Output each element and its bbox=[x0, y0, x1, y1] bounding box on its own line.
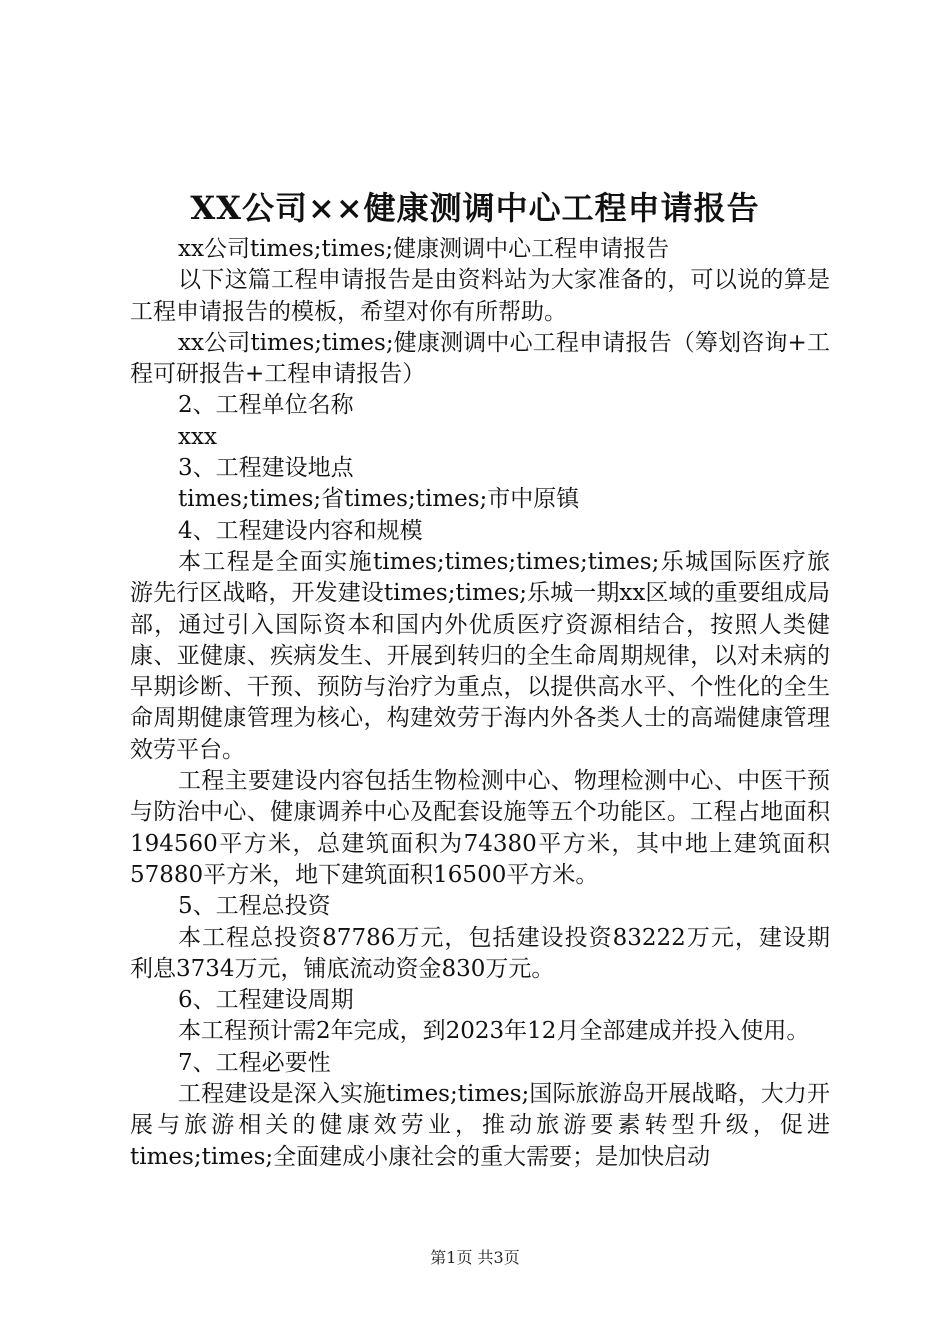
paragraph-investment: 本工程总投资87786万元，包括建设投资83222万元，建设期利息3734万元，铺底流动资金830万元。 bbox=[130, 924, 830, 982]
paragraph-main-content: 工程主要建设内容包括生物检测中心、物理检测中心、中医干预与防治中心、健康调养中心及配套设施等五个功能区。工程占地面积194560平方米，总建筑面积为74380平方米，其中地上建筑面积57880平方米，地下建筑面积16500平方米。 bbox=[130, 768, 830, 888]
paragraph-report-scope: xx公司times;times;健康测调中心工程申请报告（筹划咨询+工程可研报告+工程申请报告） bbox=[130, 329, 830, 388]
paragraph-intro: 以下这篇工程申请报告是由资料站为大家准备的，可以说的算是工程申请报告的模板，希望对你有所帮助。 bbox=[130, 267, 830, 325]
heading-location: 3、工程建设地点 bbox=[178, 455, 354, 482]
heading-content-scale: 4、工程建设内容和规模 bbox=[178, 517, 423, 544]
heading-investment: 5、工程总投资 bbox=[178, 893, 331, 920]
paragraph-period: 本工程预计需2年完成，到2023年12月全部建成并投入使用。 bbox=[178, 1018, 810, 1045]
page-footer: 第1页 共3页 bbox=[430, 1248, 520, 1267]
heading-period: 6、工程建设周期 bbox=[178, 987, 354, 1014]
paragraph-necessity: 工程建设是深入实施times;times;国际旅游岛开展战略，大力开展与旅游相关的健康效劳业，推动旅游要素转型升级，促进times;times;全面建成小康社会的重大需要；是加快启动 bbox=[130, 1081, 830, 1170]
paragraph-unit-name: xxx bbox=[178, 423, 217, 450]
document-body bbox=[130, 234, 830, 1173]
document-title: XX公司××健康测调中心工程申请报告 bbox=[190, 189, 760, 227]
paragraph-subtitle: xx公司times;times;健康测调中心工程申请报告 bbox=[178, 236, 670, 262]
heading-necessity: 7、工程必要性 bbox=[178, 1049, 331, 1076]
heading-unit-name: 2、工程单位名称 bbox=[178, 392, 354, 419]
paragraph-content-scale: 本工程是全面实施times;times;times;times;乐城国际医疗旅游先行区战略，开发建设times;times;乐城一期xx区域的重要组成局部，通过引入国际资本和国内外优质医疗资源相结合，按照人类健康、亚健康、疾病发生、开展到转归的全生命周期规律，以对未病的早期诊断、干预、预防与治疗为重点，以提供高水平、个性化的全生命周期健康管理为核心，构建效劳于海内外各类人士的高端健康管理效劳平台。 bbox=[130, 548, 830, 763]
paragraph-location: times;times;省times;times;市中原镇 bbox=[178, 486, 580, 513]
